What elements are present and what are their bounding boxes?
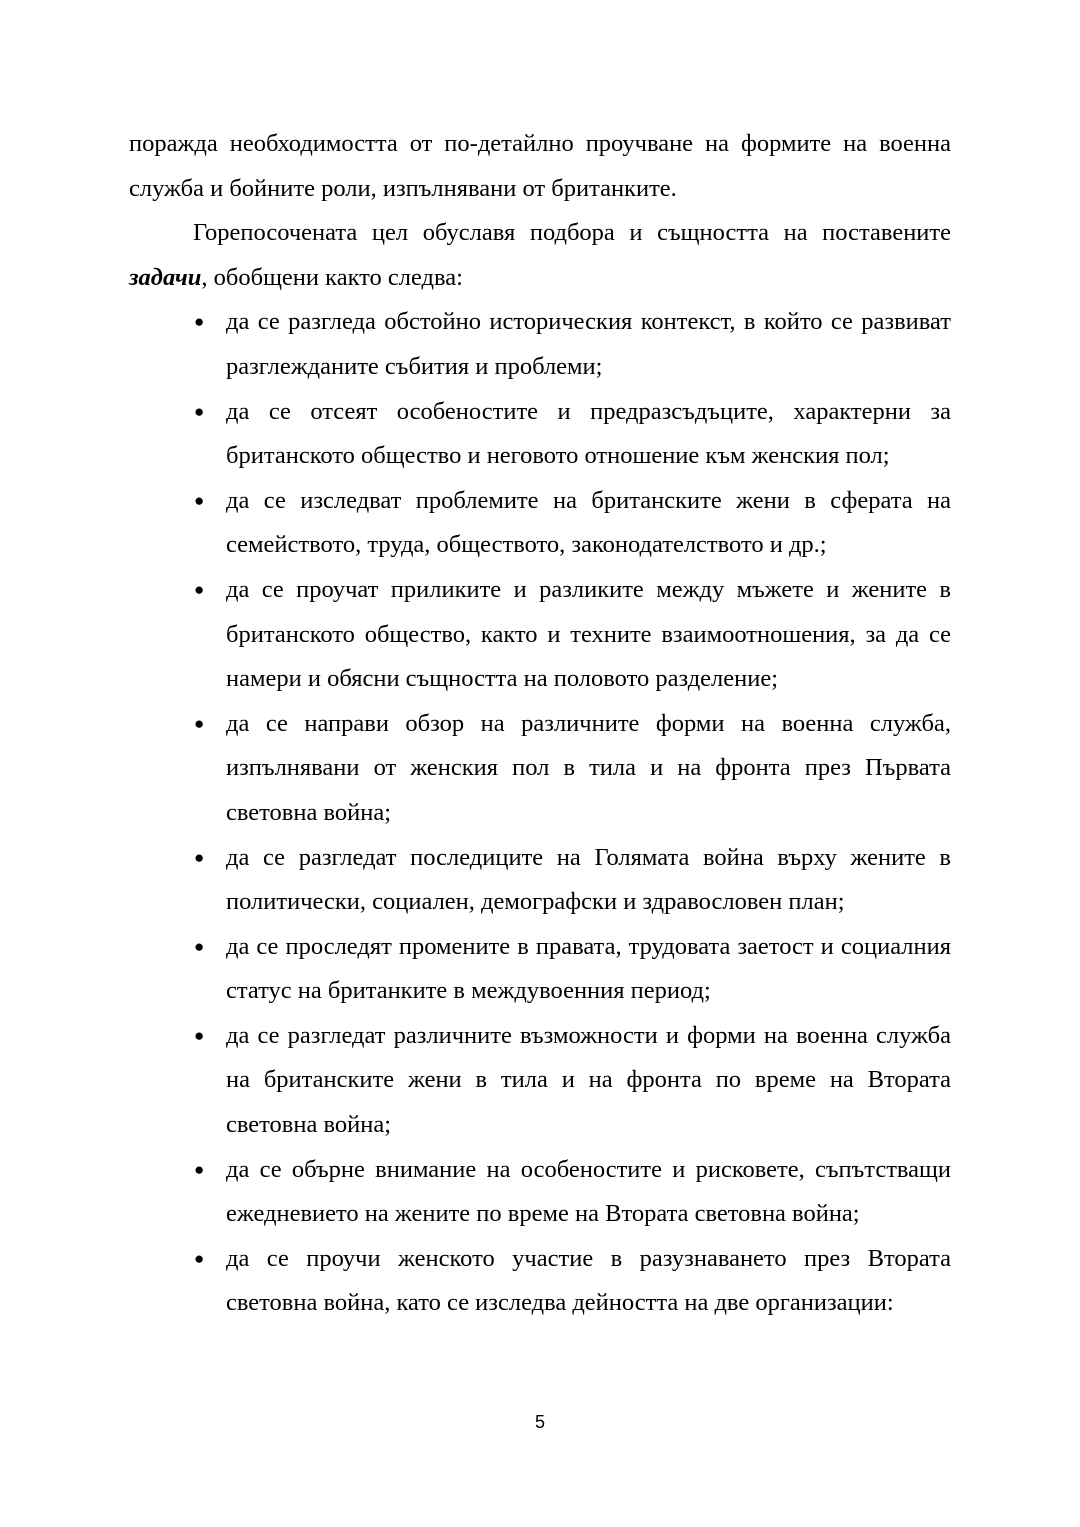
page-number: 5 <box>534 1412 545 1432</box>
bullet-icon: ● <box>194 401 205 421</box>
bullet-icon: ● <box>194 847 205 867</box>
bullet-icon: ● <box>194 1248 205 1268</box>
bullet-icon: ● <box>194 490 205 510</box>
list-item <box>194 1237 951 1326</box>
bullet-icon: ● <box>194 713 205 733</box>
goals-paragraph <box>129 211 951 300</box>
goals-intro-text: Горепосочената цел обуславя подбора и същността на поставените <box>193 219 951 247</box>
bullet-icon: ● <box>194 1159 205 1179</box>
list-item <box>194 702 951 836</box>
list-item <box>194 925 951 1014</box>
task-text: да се проучи женското участие в разузнаването през Втората световна война, като се изследва дейността на две организации: <box>226 1244 951 1317</box>
list-item <box>194 479 951 568</box>
list-item <box>194 1148 951 1237</box>
list-item <box>194 1014 951 1148</box>
tasks-list <box>129 300 951 1326</box>
task-text: да се разгледат различните възможности и форми на военна служба на британските жени в тила и на фронта по време на Втората световна война; <box>226 1021 951 1139</box>
task-text: да се разгледа обстойно историческия контекст, в който се развиват разглежданите събития и проблеми; <box>226 308 951 380</box>
task-text: да се обърне внимание на особеностите и рисковете, съпътстващи ежедневието на жените по време на Втората световна война; <box>226 1155 951 1228</box>
task-text: да се разгледат последиците на Голямата война върху жените в политически, социален, демографски и здравословен план; <box>226 843 951 916</box>
goals-intro-ending: , обобщени както следва: <box>201 263 463 291</box>
list-item <box>194 836 951 925</box>
task-text: да се отсеят особеностите и предразсъдъците, характерни за британското общество и неговото отношение към женския пол; <box>226 397 951 470</box>
task-text: да се проучат приликите и разликите между мъжете и жените в британското общество, както и техните взаимоотношения, за да се намери и обясни същността на половото разделение; <box>226 575 951 693</box>
list-item <box>194 568 951 702</box>
tasks-keyword: задачи <box>129 263 202 291</box>
list-item <box>194 300 951 389</box>
list-item <box>194 390 951 479</box>
task-text: да се изследват проблемите на британските жени в сферата на семейството, труда, обществото, законодателството и др.; <box>226 486 951 559</box>
paragraph-continuation: поражда необходимостта от по-детайлно проучване на формите на военна служба и бойните роли, изпълнявани от британките. <box>129 130 951 202</box>
bullet-icon: ● <box>194 1025 205 1045</box>
task-text: да се проследят промените в правата, трудовата заетост и социалния статус на британките в междувоенния период; <box>226 932 951 1005</box>
body-text <box>129 122 951 1326</box>
bullet-icon: ● <box>194 312 205 332</box>
task-text: да се направи обзор на различните форми на военна служба, изпълнявани от женския пол в тила и на фронта през Първата световна война; <box>226 709 951 826</box>
bullet-icon: ● <box>194 579 205 599</box>
bullet-icon: ● <box>194 936 205 956</box>
